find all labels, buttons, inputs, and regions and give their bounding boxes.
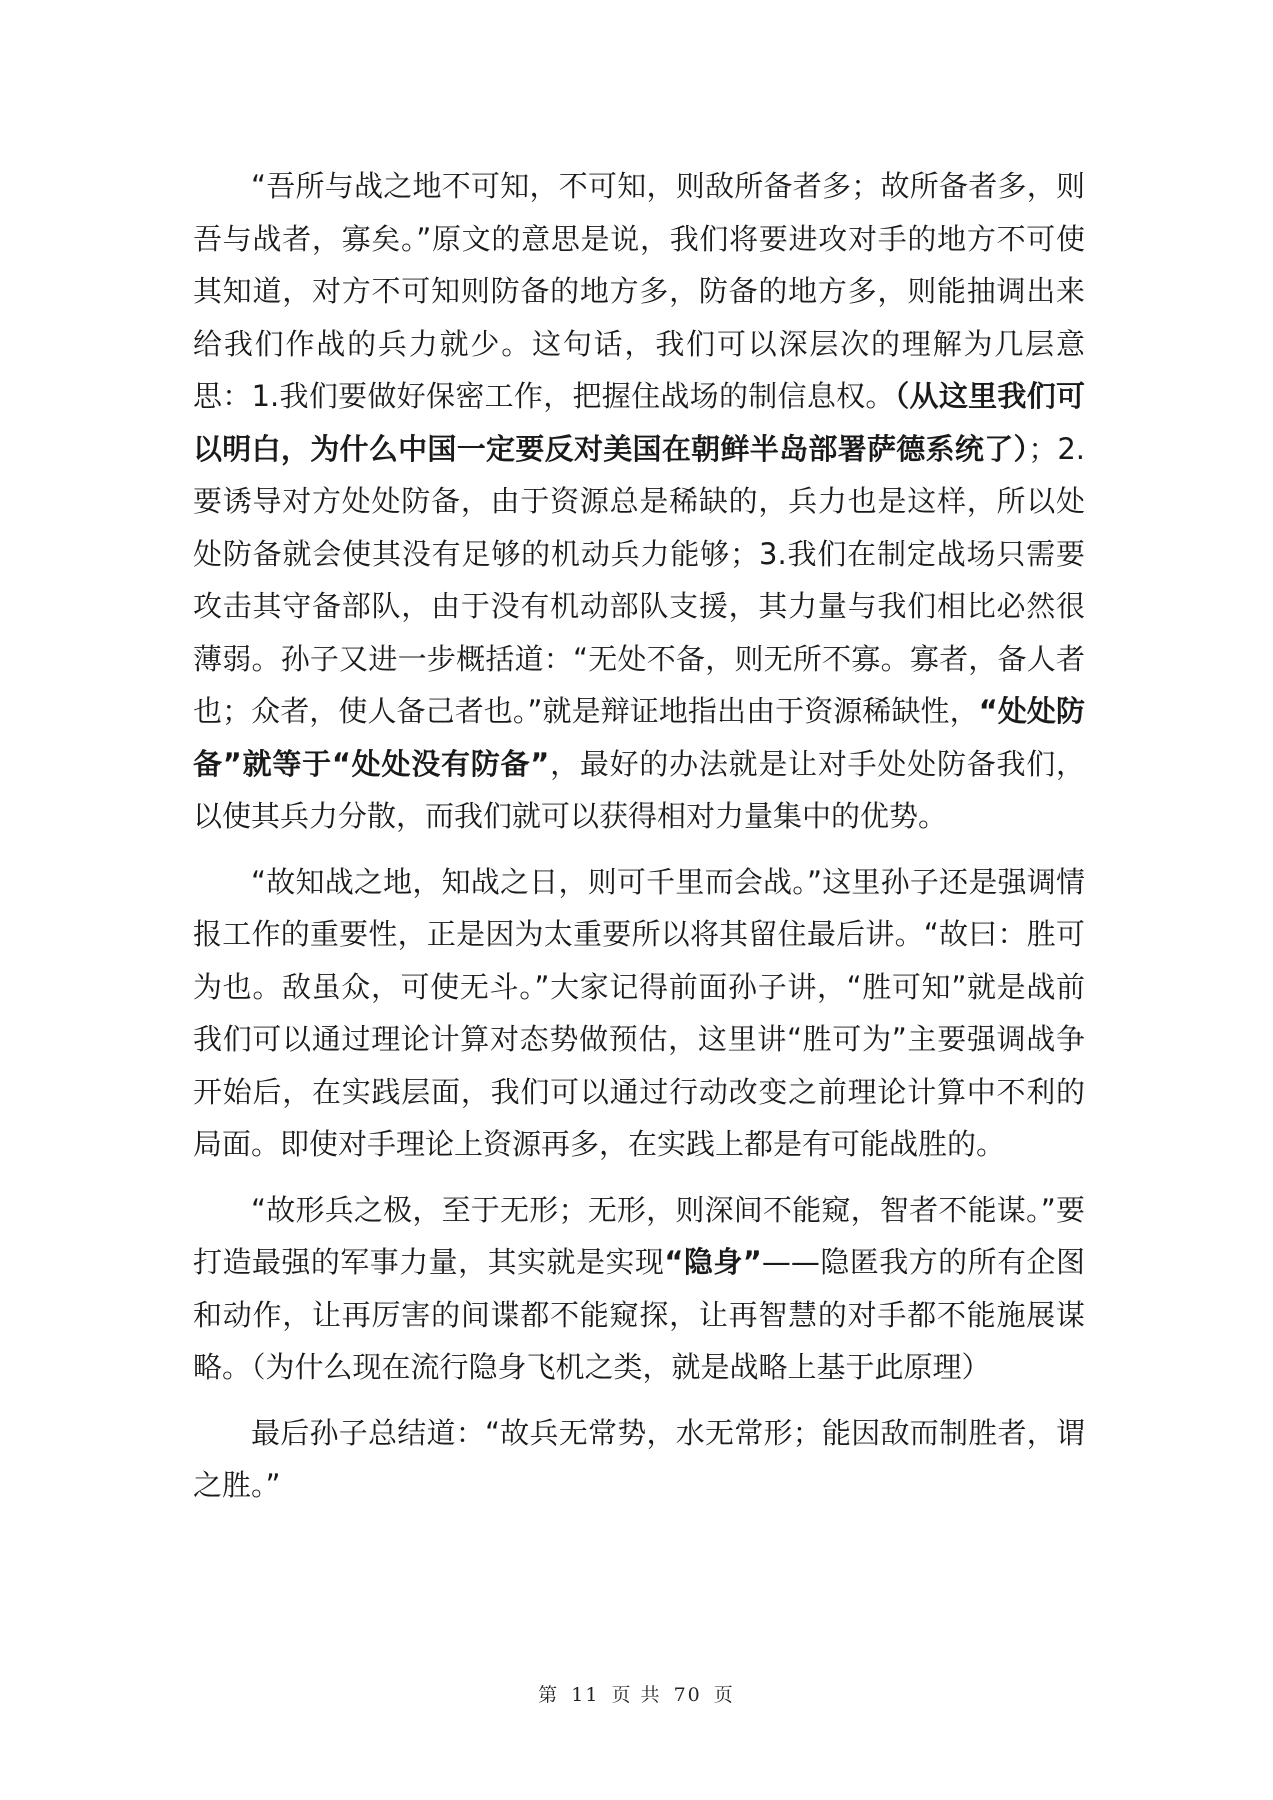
paragraph-1-text-3: ，最好的办法就是让对手处处防备我们，以使其兵力分散，而我们就可以获得相对力量集中的优势。 [193, 746, 1085, 833]
paragraph-1-bold-2: “处处防备”就等于“处处没有防备” [193, 694, 1085, 781]
footer-page-number: 11 [571, 1684, 600, 1706]
paragraph-3-text-1: “故形兵之极，至于无形；无形，则深间不能窥，智者不能谋。”要打造最强的军事力量，其实就是实现 [193, 1192, 1085, 1279]
document-body [193, 160, 1085, 1525]
paragraph-3-bold-1: “隐身” [664, 1245, 762, 1279]
paragraph-4-text-1: 最后孙子总结道：“故兵无常势，水无常形；能因敌而制胜者，谓之胜。” [193, 1415, 1085, 1502]
footer-total-pages: 70 [673, 1684, 702, 1706]
paragraph-1-bold-1: （从这里我们可以明白，为什么中国一定要反对美国在朝鲜半岛部署萨德系统了） [193, 379, 1085, 466]
paragraph-3 [193, 1184, 1085, 1394]
paragraph-2 [193, 856, 1085, 1171]
paragraph-1-text-1: “吾所与战之地不可知，不可知，则敌所备者多；故所备者多，则吾与战者，寡矣。”原文的意思是说，我们将要进攻对手的地方不可使其知道，对方不可知则防备的地方多，防备的地方多，则能抽调出来给我们作战的兵力就少。这句话，我们可以深层次的理解为几层意思：1.我们要做好保密工作，把握住战场的制信息权。 [193, 169, 1085, 413]
paragraph-1-text-2: ；2.要诱导对方处处防备，由于资源总是稀缺的，兵力也是这样，所以处处防备就会使其没有足够的机动兵力能够；3.我们在制定战场只需要攻击其守备部队，由于没有机动部队支援，其力量与我们相比必然很薄弱。孙子又进一步概括道：“无处不备，则无所不寡。寡者，备人者也；众者，使人备己者也。”就是辩证地指出由于资源稀缺性， [193, 431, 1085, 728]
footer-prefix: 第 [538, 1684, 560, 1706]
paragraph-1 [193, 160, 1085, 843]
paragraph-4 [193, 1407, 1085, 1512]
page-footer [0, 1680, 1273, 1707]
footer-suffix: 页 [713, 1684, 735, 1706]
footer-middle: 页 共 [611, 1684, 662, 1706]
paragraph-3-text-2: ——隐匿我方的所有企图和动作，让再厉害的间谍都不能窥探，让再智慧的对手都不能施展谋略。（为什么现在流行隐身飞机之类，就是战略上基于此原理） [193, 1245, 1085, 1384]
paragraph-2-text-1: “故知战之地，知战之日，则可千里而会战。”这里孙子还是强调情报工作的重要性，正是因为太重要所以将其留住最后讲。“故曰：胜可为也。敌虽众，可使无斗。”大家记得前面孙子讲，“胜可知”就是战前我们可以通过理论计算对态势做预估，这里讲“胜可为”主要强调战争开始后，在实践层面，我们可以通过行动改变之前理论计算中不利的局面。即使对手理论上资源再多，在实践上都是有可能战胜的。 [193, 864, 1085, 1161]
